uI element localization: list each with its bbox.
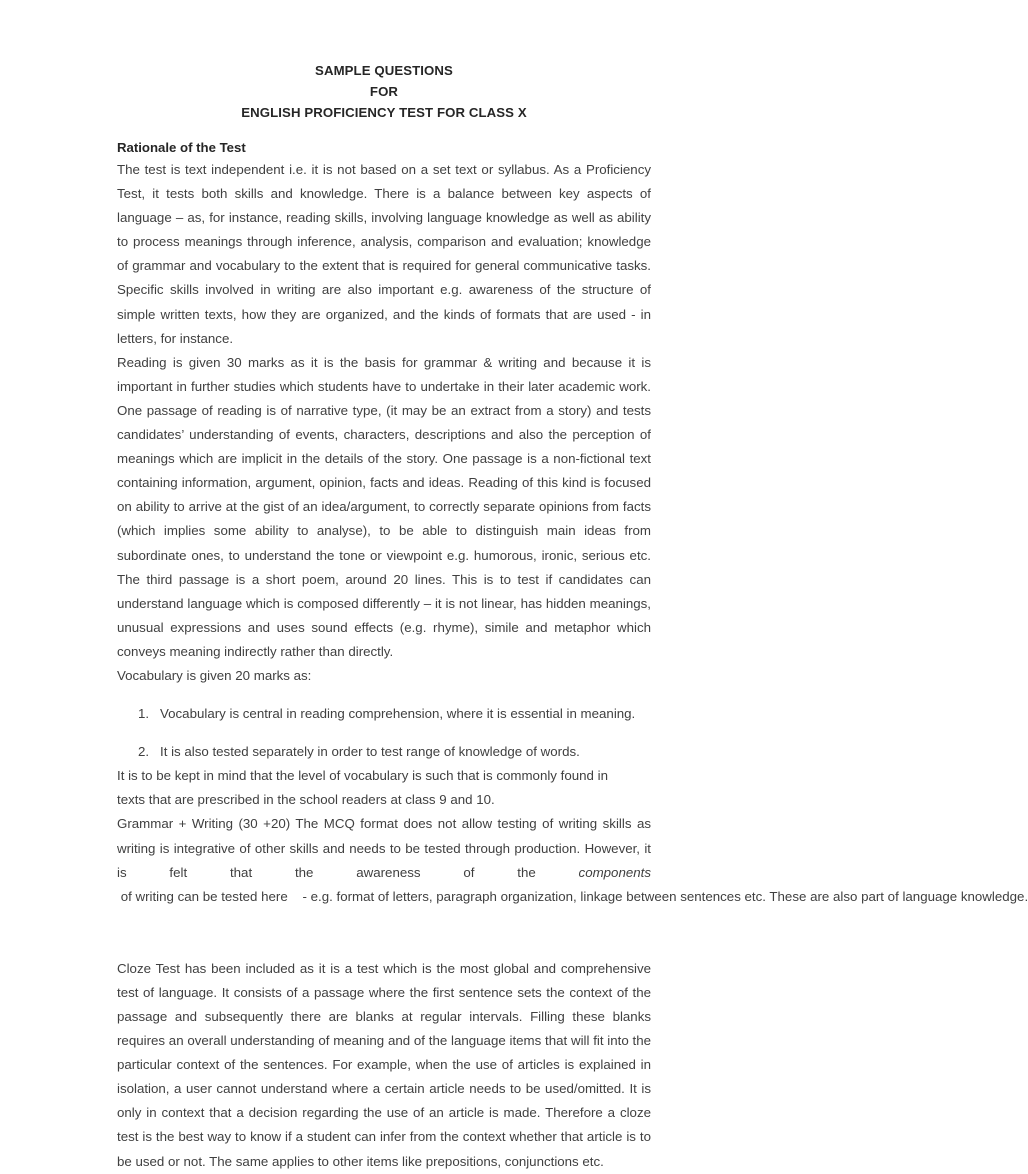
list-item-marker: 1. [138,706,150,722]
document-title-line-3: ENGLISH PROFICIENCY TEST FOR CLASS X [241,105,527,120]
paragraph-vocabulary-intro: Vocabulary is given 20 marks as: [117,667,312,683]
paragraph-spacer [117,909,651,957]
paragraph-intro: The test is text independent i.e. it is not based on a set text or syllabus. As a Proficiency Test, it tests both skills and knowledge. There is a balance between key aspects of language – as, for instance, reading skills, involving language knowledge as well as ability to process meanings through inference, analysis, comparison and evaluation; knowledge of grammar and vocabulary to the extent that is required for general communicative tasks. Specific skills involved in writing are also important e.g. awareness of the structure of simple written texts, how they are organized, and the kinds of formats that are used - in letters, for instance. [117,162,651,346]
list-item [117,702,651,726]
document-title-line-2: FOR [369,84,399,99]
grammar-writing-emphasis: components [578,864,651,880]
section-heading-rationale: Rationale of the Test [117,140,246,155]
list-item-marker: 2. [138,744,150,760]
document-content [117,60,1028,1174]
vocabulary-list [117,702,651,764]
grammar-writing-text-part1: Grammar + Writing (30 +20) The MCQ format does not allow testing of writing skills as writing is integrative of other skills and needs to be tested through production. However, it is felt that the awareness of the [117,816,651,880]
grammar-writing-text-part2: of writing can be tested here - e.g. format of letters, paragraph organization, linkage between sentences etc. These are also part of language knowledge. [117,888,1028,904]
list-item-label: Vocabulary is central in reading comprehension, where it is essential in meaning. [160,706,636,722]
document-title-line-1: SAMPLE QUESTIONS [315,63,453,78]
paragraph-vocabulary-note: It is to be kept in mind that the level of vocabulary is such that is commonly found in texts that are prescribed in the school readers at class 9 and 10. [117,768,608,808]
paragraph-grammar-writing [117,812,1028,908]
paragraph-reading: Reading is given 30 marks as it is the basis for grammar & writing and because it is important in further studies which students have to undertake in their later academic work. One passage of reading is of narrative type, (it may be an extract from a story) and tests candidates’ understanding of events, characters, descriptions and also the perception of meanings which are implicit in the details of the story. One passage is a non-fictional text containing information, argument, opinion, facts and ideas. Reading of this kind is focused on ability to arrive at the gist of an idea/argument, to correctly separate opinions from facts (which implies some ability to analyse), to be able to distinguish main ideas from subordinate ones, to understand the tone or viewpoint e.g. humorous, ironic, serious etc. The third passage is a short poem, around 20 lines. This is to test if candidates can understand language which is composed differently – it is not linear, has hidden meanings, unusual expressions and uses sound effects (e.g. rhyme), simile and metaphor which conveys meaning indirectly rather than directly. [117,354,651,659]
paragraph-cloze-test: Cloze Test has been included as it is a test which is the most global and comprehensive test of language. It consists of a passage where the first sentence sets the context of the passage and subsequently there are blanks at regular intervals. Filling these blanks requires an overall understanding of meaning and of the language items that will fit into the particular context of the sentences. For example, when the use of articles is explained in isolation, a user cannot understand where a certain article needs to be used/omitted. It is only in context that a decision regarding the use of an article is made. Therefore a cloze test is the best way to know if a student can infer from the context whether that article is to be used or not. The same applies to other items like prepositions, conjunctions etc. [117,960,651,1169]
list-item-label: It is also tested separately in order to test range of knowledge of words. [160,744,580,760]
list-item [117,740,651,764]
